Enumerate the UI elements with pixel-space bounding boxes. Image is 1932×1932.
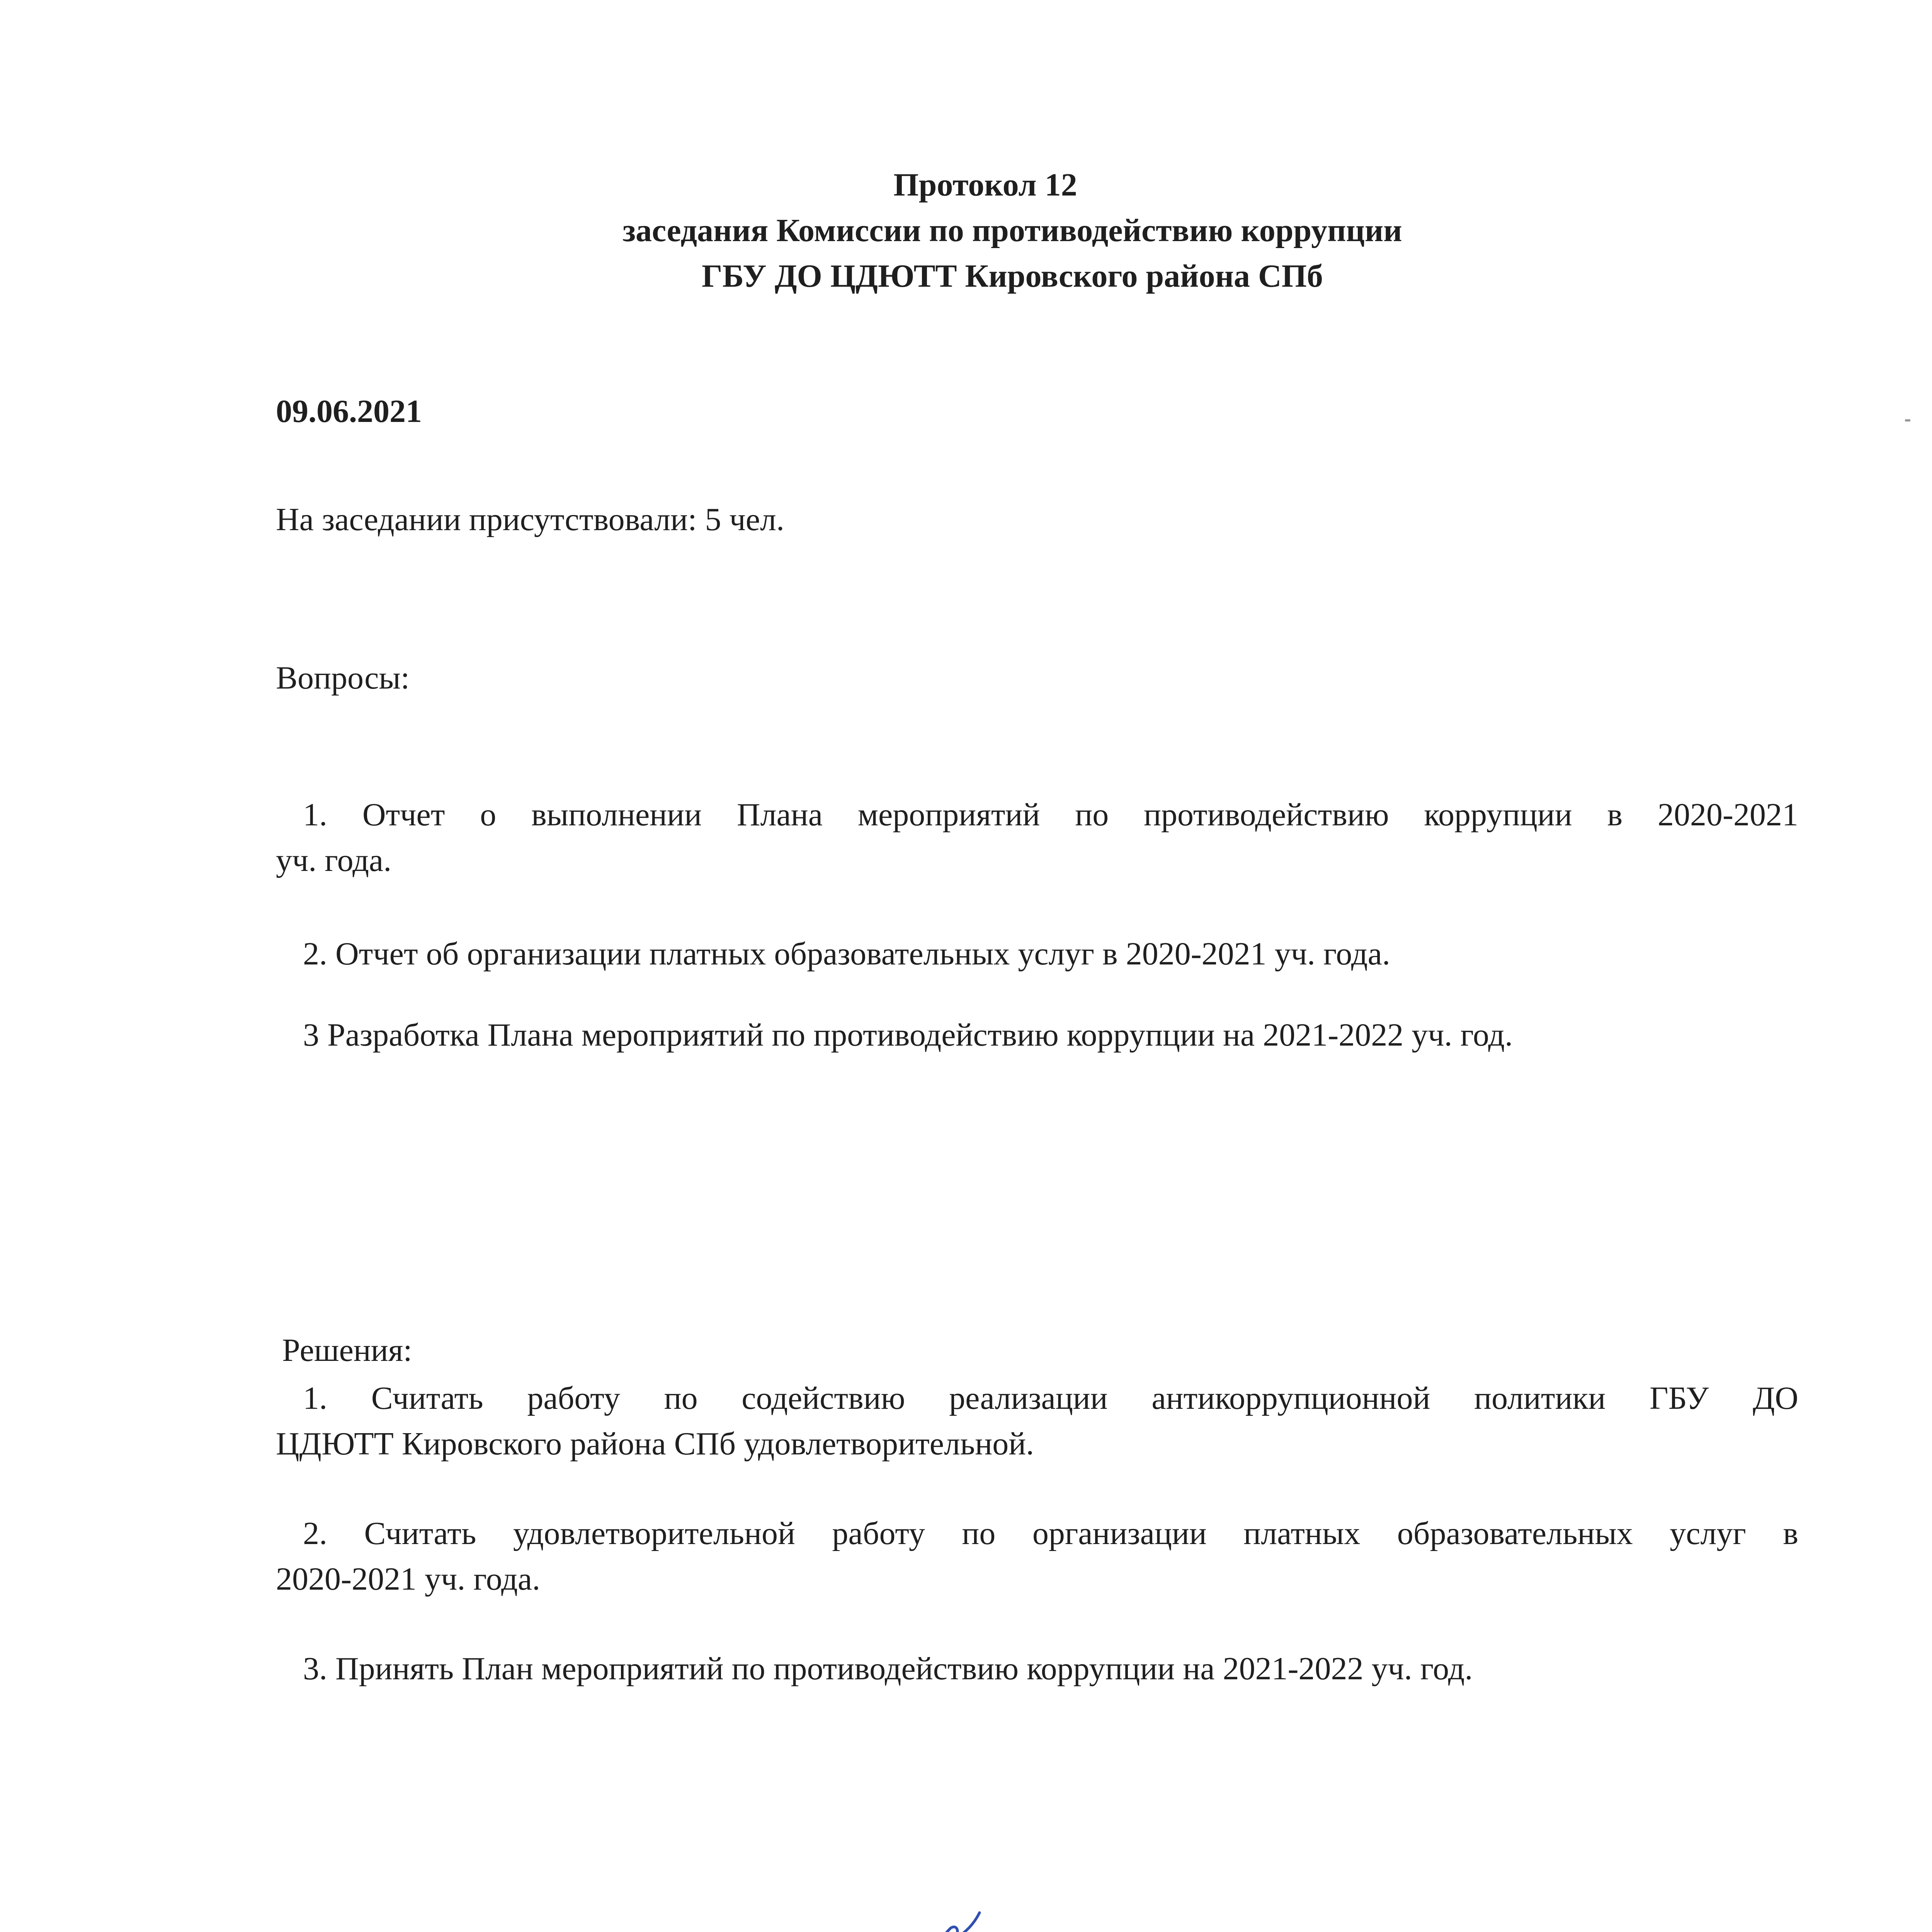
title-line-protocol-number: Протокол 12: [893, 167, 1077, 203]
meeting-date: 09.06.2021: [276, 393, 422, 429]
question-item: [276, 931, 1798, 977]
question-item-line: 1. Отчет о выполнении Плана мероприятий по противодействию коррупции в 2020-2021: [303, 797, 1798, 833]
decision-item-line: ЦДЮТТ Кировского района СПб удовлетворительной.: [276, 1426, 1034, 1462]
question-item: [276, 1012, 1798, 1058]
decision-item: [276, 1646, 1798, 1692]
question-item-line: 2. Отчет об организации платных образовательных услуг в 2020-2021 уч. года.: [303, 936, 1390, 972]
decision-item: [276, 1376, 1798, 1467]
decisions-heading: Решения:: [282, 1332, 412, 1368]
questions-heading: Вопросы:: [276, 660, 410, 696]
question-item-line: 3 Разработка Плана мероприятий по противодействию коррупции на 2021-2022 уч. год.: [303, 1017, 1513, 1053]
decision-item-line: 2. Считать удовлетворительной работу по организации платных образовательных услуг в: [303, 1515, 1798, 1551]
title-line-organization: ГБУ ДО ЦДЮТТ Кировского района СПб: [702, 258, 1323, 294]
attendance-line: На заседании присутствовали: 5 чел.: [276, 502, 784, 537]
decision-item-line: 3. Принять План мероприятий по противодействию коррупции на 2021-2022 уч. год.: [303, 1651, 1473, 1687]
decision-item-line: 1. Считать работу по содействию реализации антикоррупционной политики ГБУ ДО: [303, 1380, 1798, 1416]
scan-mark: [1905, 419, 1910, 422]
question-item-line: уч. года.: [276, 842, 392, 878]
document-title: [0, 162, 1932, 299]
title-line-commission: заседания Комиссии по противодействию коррупции: [622, 213, 1402, 248]
decision-item: [276, 1511, 1798, 1602]
decision-item-line: 2020-2021 уч. года.: [276, 1561, 541, 1597]
handwritten-signature: [804, 1901, 1005, 1932]
question-item: [276, 792, 1798, 883]
